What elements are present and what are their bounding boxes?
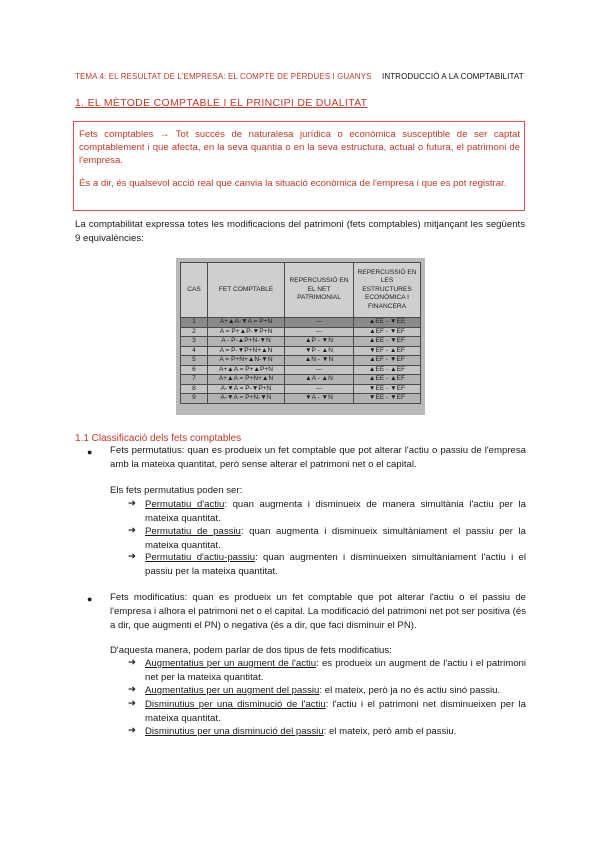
subsection-title: 1.1 Classificació dels fets comptables — [75, 433, 242, 444]
term: Disminutius per una disminució del passiu — [145, 726, 324, 737]
table-cell: ▲A - ▲N — [285, 375, 354, 385]
table-cell: ▲EE - ▼EE — [354, 318, 421, 328]
arrow-icon: ➔ — [128, 684, 136, 695]
table-cell: A-▼A = P+N-▼N — [208, 394, 285, 404]
col-header-cas: CAS — [181, 263, 208, 318]
definition-box — [73, 121, 525, 211]
list-item: Permutatiu d'actiu: quan augmenta i disminueix de manera simultània l'actiu per la mateixa quantitat. — [145, 499, 526, 524]
list-item: Augmentatius per un augment del passiu: el mateix, però ja no és actiu sinó passiu. — [145, 685, 501, 696]
table-cell: A - P-▲P+N-▼N — [208, 337, 285, 347]
table-row — [181, 346, 421, 356]
table-row — [181, 365, 421, 375]
table-cell: --- — [285, 318, 354, 328]
term: Augmentatius per un augment de l'actiu — [145, 658, 317, 669]
table-cell: ▲EF - ▼EF — [354, 327, 421, 337]
table-cell: 7 — [181, 375, 208, 385]
modificatius-lead: D'aquesta manera, podem parlar de dos tipus de fets modificatius: — [110, 645, 392, 656]
section-title: 1. EL MÈTODE COMPTABLE I EL PRINCIPI DE DUALITAT — [75, 97, 368, 109]
table-row — [181, 318, 421, 328]
list-item: Disminutius per una disminució de l'actiu: l'actiu i el patrimoni net disminueixen per la mateixa quantitat. — [145, 699, 526, 724]
table-row — [181, 327, 421, 337]
definition-text: Fets comptables → Tot succés de naturalesa jurídica o econòmica susceptible de ser captat comptablement i que afecta, en la seva quantia o en la seva estructura, actual o futura, el patrimoni de l'empresa. — [79, 129, 520, 166]
term: Permutatiu d'actiu — [145, 499, 225, 510]
table-row — [181, 356, 421, 366]
table-cell: ▲EE - ▲EF — [354, 375, 421, 385]
bullet-icon: ● — [87, 594, 93, 604]
header-chapter: TEMA 4: EL RESULTAT DE L'EMPRESA: EL COMPTE DE PÈRDUES I GUANYS — [75, 72, 372, 81]
table-cell: ▼A - ▼N — [285, 394, 354, 404]
permutatius-lead: Els fets permutatius poden ser: — [110, 485, 243, 496]
table-cell: ▼EE - ▼EF — [354, 384, 421, 394]
arrow-icon: ➔ — [128, 498, 136, 509]
col-header-estructures: REPERCUSSIÓ EN LES ESTRUCTURES ECONÒMICA I FINANCERA — [354, 263, 421, 318]
table-cell: A-▼A = P-▼P+N — [208, 384, 285, 394]
table-cell: A = P-▼P+N+▲N — [208, 346, 285, 356]
table-cell: ▼EF - ▲EF — [354, 346, 421, 356]
table-cell: A+▲A-▼A = P+N — [208, 318, 285, 328]
table-cell: A = P+N+▲N-▼N — [208, 356, 285, 366]
bullet-icon: ● — [87, 447, 93, 457]
definition-summary: És a dir, és qualsevol acció real que canvia la situació econòmica de l'empresa i que es pot registrar. — [79, 178, 507, 189]
list-item: Permutatiu de passiu: quan augmenta i disminueix simultàniament el passiu per la mateixa quantitat. — [145, 526, 527, 551]
table-row — [181, 394, 421, 404]
table-cell: ▲P - ▼N — [285, 337, 354, 347]
term: Permutatiu d'actiu-passiu — [145, 552, 256, 563]
arrow-icon: ➔ — [128, 698, 136, 709]
permutatius-definition: Fets permutatius: quan es produeix un fet comptable que pot alterar l'actiu o passiu de l'empresa amb la mateixa quantitat, però sense alterar el patrimoni net o el capital. — [110, 445, 526, 470]
modificatius-definition: Fets modificatius: quan es produeix un fet comptable que pot alterar l'actiu o el passiu de l'empresa i alhora el patrimoni net o el capital. La modificació del patrimoni net pot ser positiva (és a dir, que augmenti el PN) o negativa (és a dir, que faci disminuir el PN). — [110, 592, 526, 631]
table-cell: 1 — [181, 318, 208, 328]
arrow-icon: ➔ — [128, 525, 136, 536]
header-subject: INTRODUCCIÓ A LA COMPTABILITAT — [382, 72, 524, 81]
arrow-icon: ➔ — [128, 725, 136, 736]
col-header-net: REPERCUSSIÓ EN EL NET PATRIMONIAL — [285, 263, 354, 318]
list-item: Permutatiu d'actiu-passiu: quan augmenten i disminueixen simultàniament l'actiu i el passiu per la mateixa quantitat. — [145, 552, 526, 577]
table-row — [181, 384, 421, 394]
equivalences-table-photo — [176, 258, 425, 415]
table-cell: ▲EE - ▼EF — [354, 337, 421, 347]
table-body — [181, 318, 421, 404]
table-cell: 4 — [181, 346, 208, 356]
table-cell: A+▲A = P+N+▲N — [208, 375, 285, 385]
table-cell: A = P+▲P-▼P+N — [208, 327, 285, 337]
table-cell: 2 — [181, 327, 208, 337]
table-row — [181, 337, 421, 347]
table-cell: ▼EE - ▼EF — [354, 394, 421, 404]
equivalences-table — [180, 262, 421, 404]
arrow-icon: ➔ — [128, 551, 136, 562]
table-cell: 8 — [181, 384, 208, 394]
term: Augmentatius per un augment del passiu — [145, 685, 320, 696]
table-cell: ▲EF - ▼EF — [354, 356, 421, 366]
table-cell: 6 — [181, 365, 208, 375]
table-cell: --- — [285, 327, 354, 337]
table-cell: --- — [285, 365, 354, 375]
list-item: Disminutius per una disminució del passiu: el mateix, però amb el passiu. — [145, 726, 457, 737]
intro-paragraph: La comptabilitat expressa totes les modificacions del patrimoni (fets comptables) mitjançant les següents 9 equivalències: — [75, 219, 525, 244]
table-cell: ▲EE - ▲EF — [354, 365, 421, 375]
table-cell: 3 — [181, 337, 208, 347]
term: Permutatiu de passiu — [145, 526, 241, 537]
table-cell: ▼P - ▲N — [285, 346, 354, 356]
table-row — [181, 375, 421, 385]
table-cell: --- — [285, 384, 354, 394]
table-cell: ▲N - ▼N — [285, 356, 354, 366]
table-cell: A+▲A = P+▲P+N — [208, 365, 285, 375]
table-cell: 5 — [181, 356, 208, 366]
term: Disminutius per una disminució de l'actiu — [145, 699, 326, 710]
arrow-icon: ➔ — [128, 657, 136, 668]
table-cell: 9 — [181, 394, 208, 404]
col-header-fet: FET COMPTABLE — [208, 263, 285, 318]
list-item: Augmentatius per un augment de l'actiu: es produeix un augment de l'actiu i el patrimoni net per la mateixa quantitat. — [145, 658, 526, 683]
